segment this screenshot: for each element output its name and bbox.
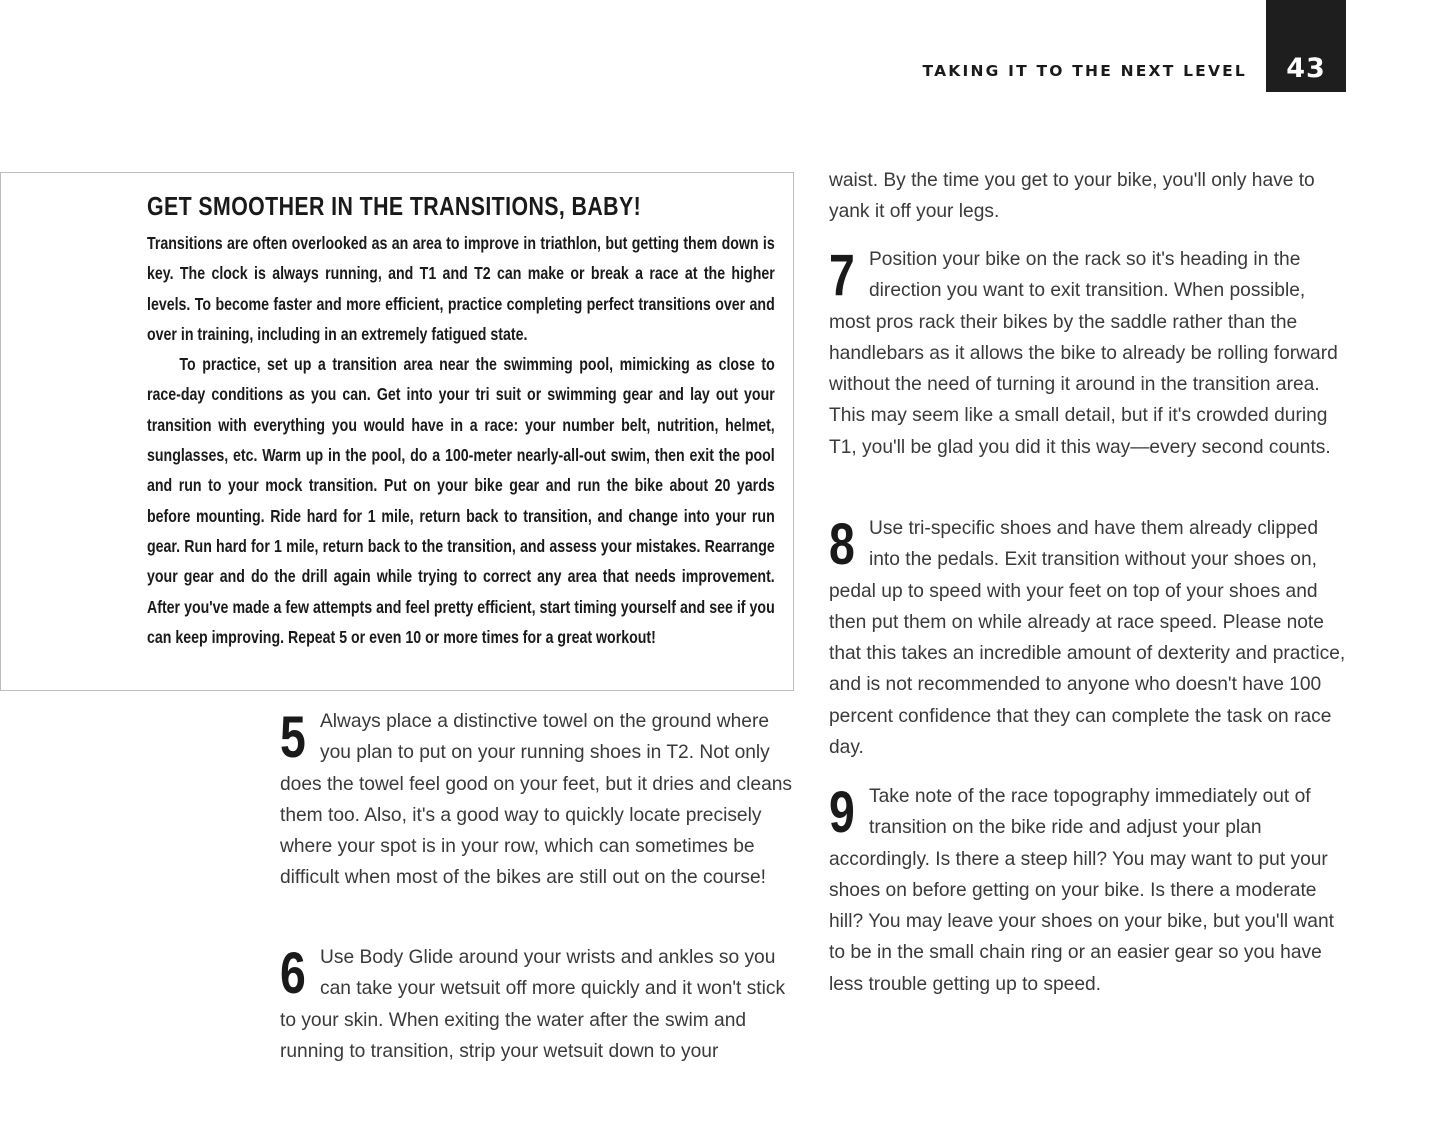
tip-text: Position your bike on the rack so it's heading in the direction you want to exit transition. When possible, most pros rack their bikes by the saddle rather than the handlebars as it allows the bike to already be rolling forward without the need of turning it around in the transition area. This may seem like a small detail, but if it's crowded during T1, you'll be glad you did it this way—every second counts. [829, 249, 1338, 458]
tip-7 [829, 244, 1349, 463]
tip-6 [280, 942, 800, 1067]
sidebar-box [0, 172, 794, 691]
tip-9 [829, 781, 1349, 1000]
sidebar-paragraph: To practice, set up a transition area near the swimming pool, mimicking as close to race-day conditions as you can. Get into your tri suit or swimming gear and lay out your transition with everything you would have in a race: your number belt, nutrition, helmet, sunglasses, etc. Warm up in the pool, do a 100-meter nearly-all-out swim, then exit the pool and run to your mock transition. Put on your bike gear and run the bike about 20 yards before mounting. Ride hard for 1 mile, return back to transition, and change into your run gear. Run hard for 1 mile, return back to the transition, and assess your mistakes. Rearrange your gear and do the drill again while trying to correct any area that needs improvement. After you've made a few attempts and feel pretty efficient, start timing yourself and see if you can keep improving. Repeat 5 or even 10 or more times for a great workout! [147, 354, 775, 647]
tip-text: Take note of the race topography immediately out of transition on the bike ride and adjust your plan accordingly. Is there a steep hill? You may want to put your shoes on before getting on your bike. Is there a moderate hill? You may leave your shoes on your bike, but you'll want to be in the small chain ring or an easier gear so you have less trouble getting up to speed. [829, 786, 1334, 995]
sidebar-paragraph: Transitions are often overlooked as an area to improve in triathlon, but getting them down is key. The clock is always running, and T1 and T2 can make or break a race at the higher levels. To become faster and more efficient, practice completing perfect transitions over and over in training, including in an extremely fatigued state. [147, 233, 775, 344]
page-number-box [1266, 0, 1346, 92]
tip-8 [829, 513, 1349, 763]
tip-5 [280, 706, 800, 894]
sidebar-title: GET SMOOTHER IN THE TRANSITIONS, BABY! [147, 191, 642, 221]
chapter-title: TAKING IT TO THE NEXT LEVEL [922, 62, 1247, 80]
page-number: 43 [1286, 53, 1326, 84]
tip-number: 8 [829, 512, 855, 577]
tip-6-continuation: waist. By the time you get to your bike, you'll only have to yank it off your legs. [829, 170, 1315, 223]
tip-text: Use Body Glide around your wrists and ankles so you can take your wetsuit off more quickly and it won't stick to your skin. When exiting the water after the swim and running to transition, strip your wetsuit down to your [280, 947, 786, 1062]
tip-text: Use tri-specific shoes and have them already clipped into the pedals. Exit transition without your shoes on, pedal up to speed with your feet on top of your shoes and then put them on while already at race speed. Please note that this takes an incredible amount of dexterity and practice, and is not recommended to anyone who doesn't have 100 percent confidence that they can complete the task on race day. [829, 518, 1346, 759]
tip-number: 7 [829, 243, 855, 308]
tip-number: 9 [829, 780, 855, 845]
sidebar-body [147, 228, 775, 652]
tip-number: 6 [280, 941, 306, 1006]
tip-text: Always place a distinctive towel on the ground where you plan to put on your running shoes in T2. Not only does the towel feel good on your feet, but it dries and cleans them too. Also, it's a good way to quickly locate precisely where your spot is in your row, which can sometimes be difficult when most of the bikes are still out on the course! [280, 711, 793, 889]
tip-number: 5 [280, 705, 306, 770]
